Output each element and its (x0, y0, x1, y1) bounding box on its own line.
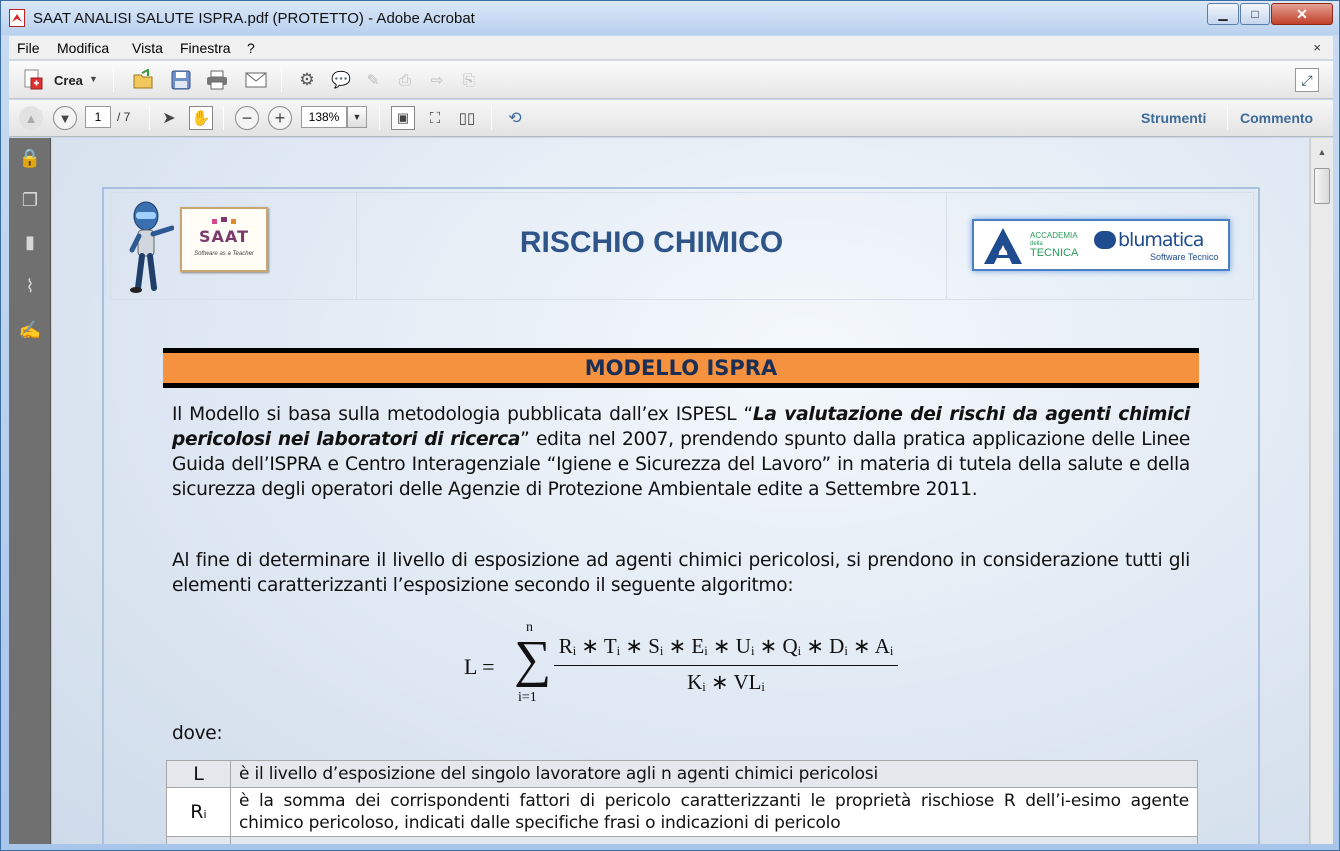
definition-symbol: L (167, 761, 231, 788)
paragraph-1-end: ” edita nel 2007, prendendo spunto dalla pratica applicazione delle Linee Guida dell’ISPRA e Centro Interagenziale “Igiene e Sicurezza del Lavoro” in materia di tutela della salute e della sicurezza degli operatori delle Agenzie di Protezione Ambientale edite a Settembre 2011. (172, 429, 1190, 500)
menu-modifica[interactable]: Modifica (57, 40, 110, 56)
page-total-label: / 7 (117, 110, 131, 124)
toolbar-divider (113, 68, 114, 92)
publication-title: La valutazione dei rischi da agenti chimici pericolosi nei laboratori di ricerca (172, 404, 1190, 450)
toolbar-divider (149, 106, 150, 130)
commento-link[interactable]: Commento (1240, 110, 1314, 126)
main-toolbar (9, 61, 1333, 99)
attachments-icon[interactable]: ⌇ (25, 276, 35, 296)
section-heading: MODELLO ISPRA (163, 348, 1199, 388)
page-number-input[interactable]: 1 (85, 106, 111, 128)
table-row (167, 761, 1198, 788)
saat-logo (180, 207, 268, 272)
summation-symbol: ∑ (514, 631, 552, 688)
accademia-line1: ACCADEMIA (1030, 231, 1078, 240)
table-row (167, 837, 1198, 845)
scrollbar-thumb[interactable] (1314, 168, 1330, 204)
open-folder-icon[interactable] (131, 68, 155, 92)
save-icon[interactable] (169, 68, 193, 92)
definitions-table (166, 760, 1198, 844)
scroll-up-icon[interactable]: ▲ (1317, 147, 1327, 157)
definition-symbol: Rᵢ (167, 788, 231, 837)
toolbar-divider (281, 68, 282, 92)
toolbar-divider (491, 106, 492, 130)
saat-logo-text: SAAT (199, 227, 249, 246)
formula-lhs: L = (464, 654, 495, 679)
crea-button[interactable]: Crea (54, 73, 83, 88)
export-icon: ⇨ (430, 72, 444, 89)
sign-document-icon: ⎙ (398, 71, 411, 89)
two-page-view-icon[interactable]: ▯▯ (458, 110, 476, 127)
menu-help[interactable]: ? (247, 40, 255, 56)
hand-tool-icon[interactable]: ✋ (189, 106, 213, 130)
definition-text: è la somma dei corrispondenti fattori di pericolo caratterizzanti le proprietà rischiose R dell’i-esimo agente chimico pericoloso, indicati dalle specifiche frasi o indicazioni di pericolo (231, 788, 1198, 837)
comment-icon: 💬 (331, 72, 351, 89)
paragraph-1 (172, 402, 1190, 502)
maximize-button[interactable]: □ (1240, 3, 1270, 25)
page-toolbar (9, 100, 1333, 137)
formula-numerator: Rᵢ ∗ Tᵢ ∗ Sᵢ ∗ Eᵢ ∗ Uᵢ ∗ Qᵢ ∗ Dᵢ ∗ Aᵢ (558, 634, 894, 658)
pdf-app-icon (9, 9, 25, 27)
formula-upper-limit: n (526, 620, 533, 635)
paragraph-2: Al fine di determinare il livello di esposizione ad agenti chimici pericolosi, si prendono in considerazione tutti gli elementi caratterizzanti l’esposizione secondo il seguente algoritmo: (172, 550, 1190, 596)
menu-finestra[interactable]: Finestra (180, 40, 231, 56)
strumenti-link[interactable]: Strumenti (1141, 110, 1207, 126)
formula-denominator: Kᵢ ∗ VLᵢ (687, 670, 765, 694)
accademia-line3: TECNICA (1030, 247, 1079, 259)
fraction-bar (554, 665, 898, 666)
lock-icon[interactable]: 🔒 (18, 148, 42, 168)
settings-gear-icon[interactable]: ⚙ (299, 70, 315, 89)
saat-mortarboard-icon (212, 217, 236, 225)
crea-dropdown-icon[interactable]: ▼ (89, 74, 98, 84)
print-icon[interactable] (205, 68, 229, 92)
vertical-scrollbar[interactable] (1310, 138, 1333, 844)
close-button[interactable]: ✕ (1271, 3, 1333, 25)
robot-mascot-icon (124, 200, 174, 294)
accademia-logo-icon (982, 227, 1024, 265)
document-close-icon[interactable]: × (1313, 40, 1321, 55)
read-mode-icon[interactable]: ⟲ (508, 110, 522, 127)
definition-text (231, 837, 1198, 845)
minimize-button[interactable]: ▁ (1207, 3, 1239, 25)
dove-label: dove: (172, 723, 223, 744)
fit-page-icon[interactable]: ▣ (391, 106, 415, 130)
document-title: RISCHIO CHIMICO (519, 226, 784, 259)
fit-width-icon[interactable]: ⛶ (429, 109, 441, 127)
highlight-icon: ✎ (366, 72, 380, 89)
review-icon: ⎘ (462, 71, 475, 89)
header-divider (946, 192, 947, 300)
menu-vista[interactable]: Vista (132, 40, 163, 56)
email-icon[interactable] (244, 68, 268, 92)
paragraph-1-start: Il Modello si basa sulla metodologia pubblicata dall’ex ISPESL “ (172, 404, 753, 425)
document-viewport[interactable] (52, 138, 1309, 844)
pdf-page (52, 138, 1309, 844)
blumatica-subtitle: Software Tecnico (1150, 252, 1219, 262)
formula-lower-limit: i=1 (518, 690, 537, 705)
toolbar-divider (379, 106, 380, 130)
blumatica-logo-icon (1094, 231, 1116, 249)
accademia-line2: della (1030, 241, 1043, 247)
create-pdf-icon[interactable] (21, 68, 45, 92)
menu-file[interactable]: File (17, 40, 40, 56)
partner-logo (972, 219, 1230, 271)
definition-text: è il livello d’esposizione del singolo lavoratore agli n agenti chimici pericolosi (231, 761, 1198, 788)
select-cursor-icon[interactable]: ➤ (162, 110, 176, 127)
page-thumbnails-icon[interactable]: ❐ (21, 190, 39, 210)
next-page-icon[interactable]: ▼ (53, 106, 77, 130)
blumatica-wordmark: blumatica (1118, 229, 1204, 251)
zoom-out-icon[interactable]: − (235, 106, 259, 130)
saat-logo-tagline: Software as a Teacher (194, 251, 254, 257)
signatures-icon[interactable]: ✍ (18, 320, 42, 340)
bookmarks-icon[interactable]: ▮ (25, 232, 35, 252)
table-row (167, 788, 1198, 837)
toolbar-divider (223, 106, 224, 130)
zoom-level-input[interactable]: 138% (301, 106, 347, 128)
exposure-formula (462, 618, 962, 718)
title-bar[interactable] (1, 1, 1339, 35)
fullscreen-icon[interactable]: ⤢ (1295, 68, 1319, 92)
zoom-in-icon[interactable]: + (268, 106, 292, 130)
window-title: SAAT ANALISI SALUTE ISPRA.pdf (PROTETTO) - Adobe Acrobat (33, 10, 475, 27)
menu-bar (9, 36, 1333, 60)
navigation-panel (9, 138, 51, 844)
zoom-dropdown-icon[interactable]: ▼ (347, 106, 367, 128)
previous-page-icon[interactable]: ▲ (19, 106, 43, 130)
toolbar-divider (1227, 106, 1228, 130)
definition-symbol (167, 837, 231, 845)
